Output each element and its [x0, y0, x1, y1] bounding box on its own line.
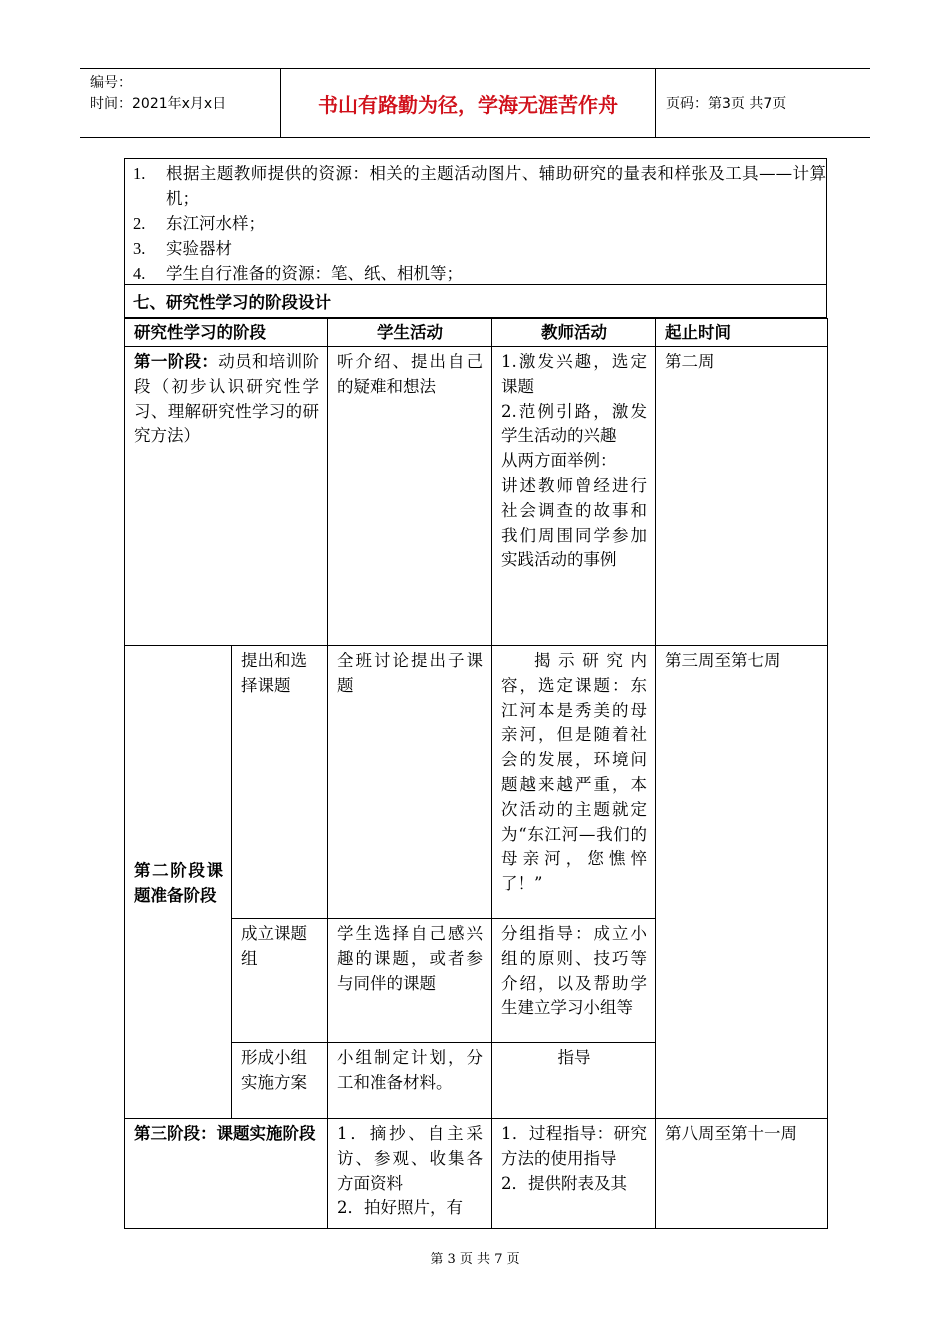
table-row	[125, 347, 828, 646]
stage2-student: 学生选择自己感兴趣的课题，或者参与同伴的课题	[328, 919, 492, 1043]
stage1-teacher: 1.激发兴趣，选定课题 2.范例引路，激发学生活动的兴趣 从两方面举例： 讲述教师曾经进行社会调查的故事和我们周围同学参加实践活动的事例	[492, 347, 656, 646]
col-header-time: 起止时间	[656, 319, 828, 347]
stage1-time: 第二周	[656, 347, 828, 646]
header-motto: 书山有路勤为径，学海无涯苦作舟	[281, 69, 656, 137]
table-row	[125, 1119, 828, 1229]
stage2-title: 第二阶段课题准备阶段	[125, 646, 232, 1119]
serial-label: 编号：	[90, 75, 132, 91]
resource-item: 3. 实验器材	[133, 239, 232, 258]
stage2-time: 第三周至第七周	[656, 646, 828, 1119]
stage3-teacher: 1．过程指导：研究方法的使用指导 2．提供附表及其	[492, 1119, 656, 1229]
header-meta	[80, 69, 281, 137]
col-header-student: 学生活动	[328, 319, 492, 347]
resources-box	[124, 158, 827, 285]
stage3-time: 第八周至第十一周	[656, 1119, 828, 1229]
page-header	[80, 68, 870, 138]
stage2-teacher: 指导	[492, 1043, 656, 1119]
table-row	[125, 646, 828, 919]
stage2-sub: 成立课题组	[232, 919, 328, 1043]
table-header-row	[125, 319, 828, 347]
time-label: 时间：2021年x月x日	[90, 96, 227, 112]
stage2-sub: 提出和选择课题	[232, 646, 328, 919]
header-page-label: 页码：第3页 共7页	[666, 96, 787, 112]
stage2-teacher: 分组指导：成立小组的原则、技巧等介绍，以及帮助学生建立学习小组等	[492, 919, 656, 1043]
col-header-stage: 研究性学习的阶段	[125, 319, 328, 347]
stage3-student: 1．摘抄、自主采访、参观、收集各方面资料 2．拍好照片，有	[328, 1119, 492, 1229]
resource-item: 4. 学生自行准备的资源：笔、纸、相机等；	[133, 264, 463, 283]
stage2-student: 小组制定计划，分工和准备材料。	[328, 1043, 492, 1119]
section-title: 七、研究性学习的阶段设计	[124, 284, 827, 318]
stage3-title: 第三阶段：课题实施阶段	[125, 1119, 328, 1229]
stage1-student: 听介绍、提出自己的疑难和想法	[328, 347, 492, 646]
col-header-teacher: 教师活动	[492, 319, 656, 347]
stage2-teacher: 揭示研究内容，选定课题：东江河本是秀美的母亲河，但是随着社会的发展，环境问题越来越严重，本次活动的主题就定为“东江河—我们的母亲河，您憔悴了！”	[492, 646, 656, 919]
stage1-cell: 第一阶段：动员和培训阶段（初步认识研究性学习、理解研究性学习的研究方法）	[125, 347, 328, 646]
resource-item: 2. 东江河水样；	[133, 214, 265, 233]
stage-design-table	[124, 318, 828, 1229]
stage2-student: 全班讨论提出子课题	[328, 646, 492, 919]
resource-item: 1. 根据主题教师提供的资源：相关的主题活动图片、辅助研究的量表和样张及工具——计算机；	[133, 164, 826, 208]
page-footer: 第 3 页 共 7 页	[430, 1252, 520, 1267]
stage2-sub: 形成小组实施方案	[232, 1043, 328, 1119]
